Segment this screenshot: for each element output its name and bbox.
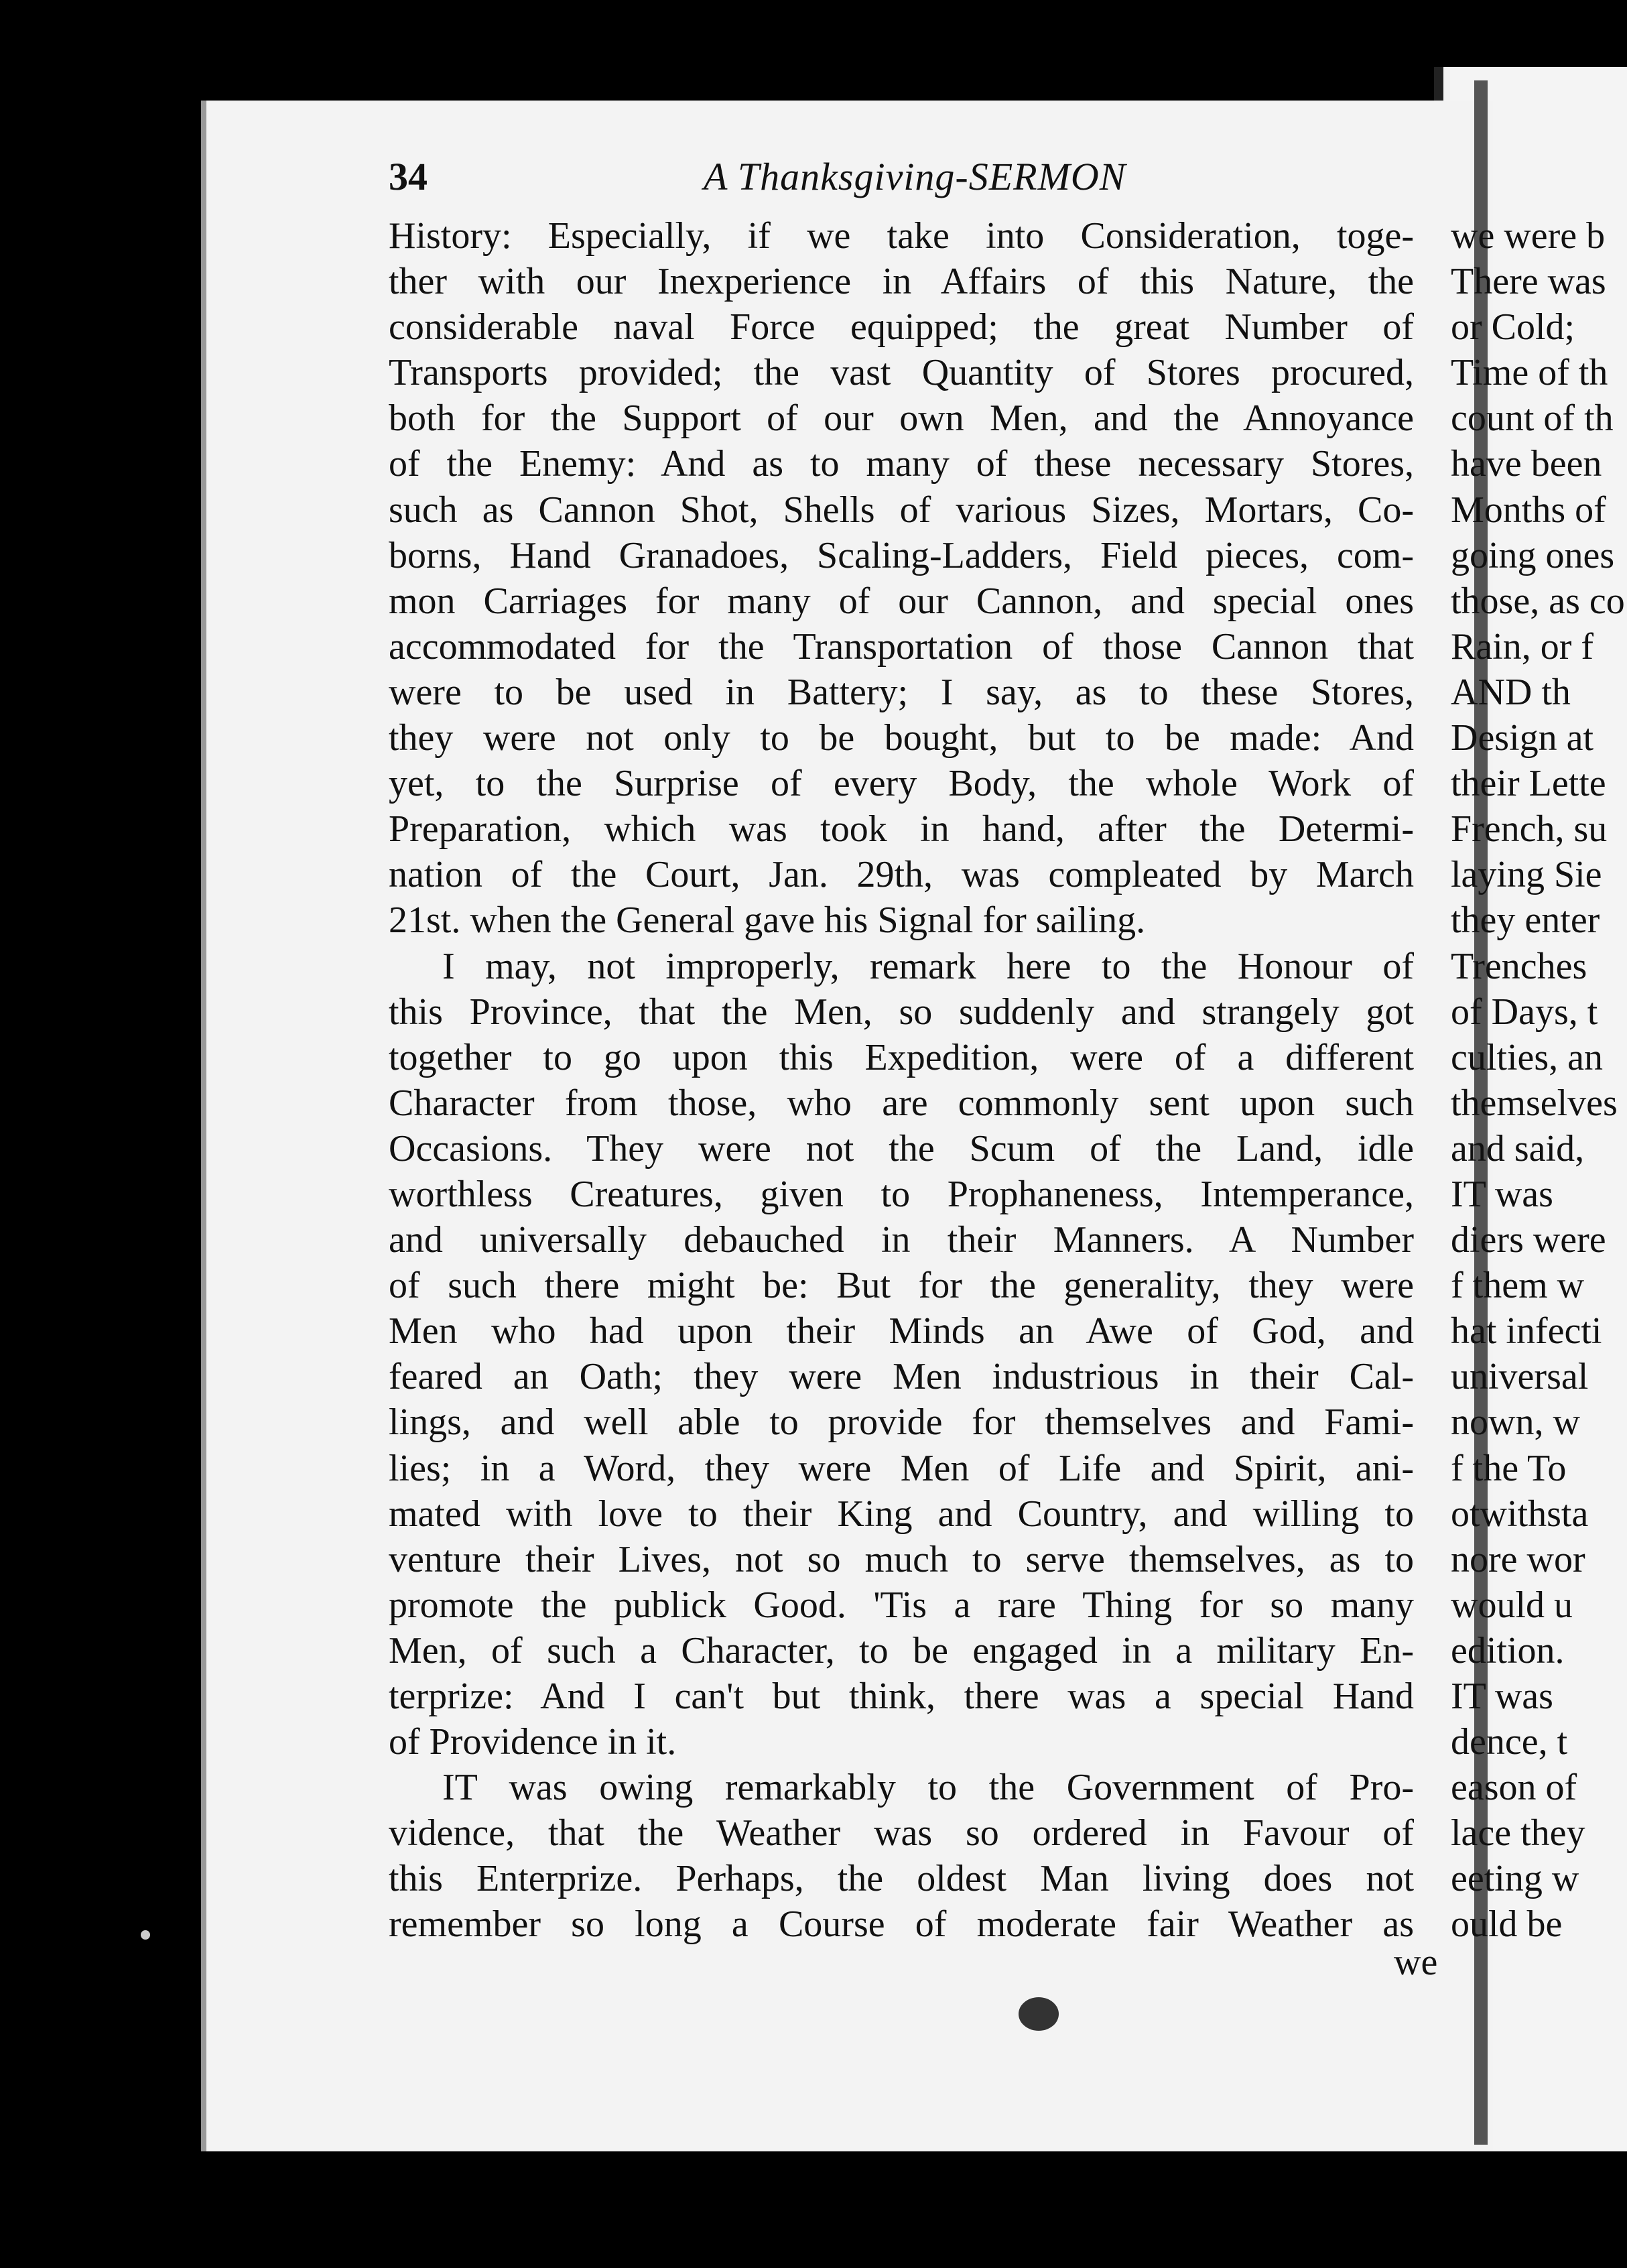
text-line: hat infecti	[1451, 1310, 1602, 1352]
text-line: have been	[1451, 443, 1602, 485]
text-line: considerable naval Force equipped; the great Number of	[389, 306, 1414, 349]
text-line: edition.	[1451, 1629, 1565, 1672]
text-line: this Enterprize. Perhaps, the oldest Man living does not	[389, 1858, 1414, 1900]
text-line: of Days, t	[1451, 991, 1598, 1033]
text-line: of such there might be: But for the generality, they were	[389, 1265, 1414, 1307]
text-line: diers were	[1451, 1219, 1606, 1261]
text-line: themselves	[1451, 1082, 1618, 1124]
page-header	[389, 154, 1394, 208]
text-line: going ones	[1451, 534, 1615, 576]
text-line: lies; in a Word, they were Men of Life and Spirit, ani-	[389, 1447, 1414, 1489]
text-line: would u	[1451, 1584, 1573, 1626]
text-line: and universally debauched in their Manners. A Number	[389, 1219, 1414, 1261]
text-line: yet, to the Surprise of every Body, the whole Work of	[389, 763, 1414, 805]
ink-speck	[141, 1930, 150, 1940]
text-line: Men who had upon their Minds an Awe of God, and	[389, 1310, 1414, 1352]
text-line: of the Enemy: And as to many of these necessary Stores,	[389, 443, 1414, 485]
text-line: Months of	[1451, 489, 1606, 531]
text-line: universal	[1451, 1356, 1589, 1398]
text-line: History: Especially, if we take into Consideration, toge-	[389, 215, 1414, 257]
text-line: were to be used in Battery; I say, as to these Stores,	[389, 671, 1414, 713]
text-line: Occasions. They were not the Scum of the Land, idle	[389, 1127, 1414, 1170]
text-line: Time of th	[1451, 352, 1608, 394]
text-line: nown, w	[1451, 1401, 1580, 1444]
right-page-text	[1451, 213, 1627, 1948]
text-line: culties, an	[1451, 1036, 1604, 1078]
text-line: I may, not improperly, remark here to the Honour of	[442, 945, 1414, 987]
text-line: f the To	[1451, 1447, 1567, 1489]
text-line: terprize: And I can't but think, there was a special Hand	[389, 1676, 1414, 1717]
text-line: and said,	[1451, 1127, 1585, 1170]
text-line: ould be	[1451, 1903, 1563, 1946]
text-line: count of th	[1451, 397, 1614, 440]
text-line: French, su	[1451, 808, 1608, 850]
text-line: IT was	[1451, 1676, 1553, 1717]
text-line: they were not only to be bought, but to be made: And	[389, 717, 1414, 759]
text-line: f them w	[1451, 1265, 1585, 1307]
text-line: Character from those, who are commonly sent upon such	[389, 1082, 1414, 1124]
text-line: Preparation, which was took in hand, after the Determi-	[389, 808, 1414, 850]
text-line: mated with love to their King and Country, and willing to	[389, 1493, 1414, 1535]
text-line: Trenches	[1451, 945, 1587, 987]
text-line: of Providence in it.	[389, 1721, 677, 1763]
text-line: Men, of such a Character, to be engaged in a military En-	[389, 1629, 1414, 1672]
text-line: eeting w	[1451, 1858, 1579, 1900]
text-line: borns, Hand Granadoes, Scaling-Ladders, Field pieces, com-	[389, 534, 1414, 576]
text-line: mon Carriages for many of our Cannon, and special ones	[389, 580, 1414, 622]
text-line: IT was	[1451, 1173, 1553, 1215]
text-line: lings, and well able to provide for themselves and Fami-	[389, 1401, 1414, 1444]
text-line: Design at	[1451, 717, 1594, 759]
text-line: such as Cannon Shot, Shells of various Sizes, Mortars, Co-	[389, 489, 1414, 531]
text-line: feared an Oath; they were Men industrious in their Cal-	[389, 1356, 1414, 1398]
text-line: this Province, that the Men, so suddenly and strangely got	[389, 991, 1414, 1033]
text-line: together to go upon this Expedition, were of a different	[389, 1036, 1414, 1078]
text-line: Transports provided; the vast Quantity of Stores procured,	[389, 352, 1414, 394]
text-line: IT was owing remarkably to the Government of Pro-	[442, 1767, 1414, 1809]
text-line: those, as co	[1451, 580, 1625, 622]
text-line: their Lette	[1451, 763, 1606, 805]
text-line: Rain, or f	[1451, 625, 1594, 668]
left-page-text	[389, 213, 1414, 1948]
text-line: AND th	[1451, 671, 1571, 713]
text-line: dence, t	[1451, 1721, 1568, 1763]
text-line: lace they	[1451, 1812, 1585, 1854]
text-line: laying Sie	[1451, 854, 1602, 896]
text-line: eason of	[1451, 1767, 1577, 1809]
text-line: 21st. when the General gave his Signal for sailing.	[389, 899, 1146, 942]
text-line: both for the Support of our own Men, and the Annoyance	[389, 397, 1414, 440]
text-line: promote the publick Good. 'Tis a rare Thing for so many	[389, 1584, 1414, 1626]
text-line: otwithsta	[1451, 1493, 1589, 1535]
text-line: There was	[1451, 261, 1606, 303]
text-line: vidence, that the Weather was so ordered in Favour of	[389, 1812, 1414, 1854]
text-line: we were b	[1451, 215, 1606, 257]
running-title: A Thanksgiving-SERMON	[704, 155, 1126, 198]
text-line: nation of the Court, Jan. 29th, was compleated by March	[389, 854, 1414, 896]
text-line: accommodated for the Transportation of those Cannon that	[389, 625, 1414, 668]
catchword: we	[1394, 1942, 1438, 1983]
text-line: ther with our Inexperience in Affairs of this Nature, the	[389, 261, 1414, 303]
text-line: nore wor	[1451, 1538, 1585, 1580]
ink-blot	[1019, 1997, 1059, 2031]
page-number: 34	[389, 155, 428, 198]
text-line: remember so long a Course of moderate fair Weather as	[389, 1903, 1414, 1946]
text-line: they enter	[1451, 899, 1600, 942]
text-line: venture their Lives, not so much to serve themselves, as to	[389, 1538, 1414, 1580]
text-line: or Cold;	[1451, 306, 1575, 349]
text-line: worthless Creatures, given to Prophaneness, Intemperance,	[389, 1173, 1414, 1215]
